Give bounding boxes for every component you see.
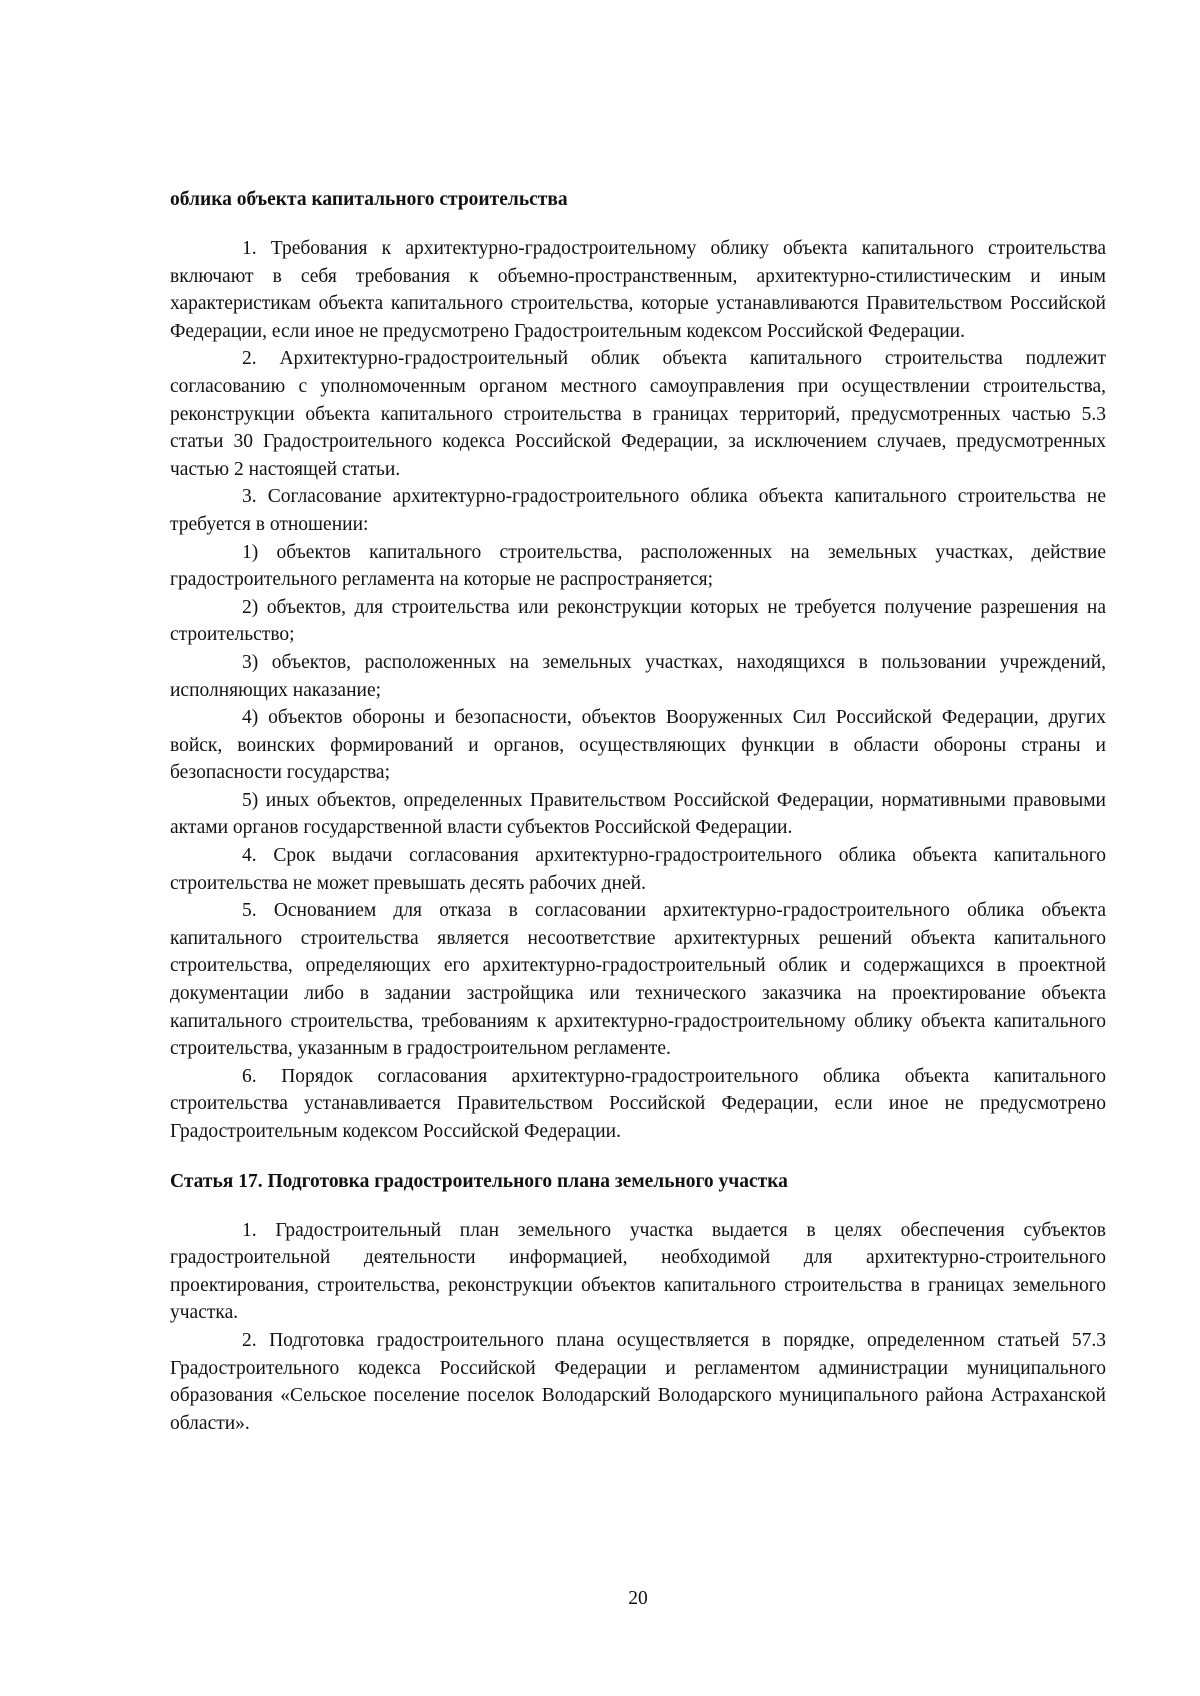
page-number: 20 [628, 1588, 648, 1609]
list-item: 3) объектов, расположенных на земельных участках, находящихся в пользовании учреждений, исполняющих наказание; [170, 651, 1106, 701]
paragraph: 2. Подготовка градостроительного плана осуществляется в порядке, определенном статьей 57.3 Градостроительного кодекса Российской Федерации и регламентом администрации муниципального образования «Сельское поселение поселок Володарский Володарского муниципального района Астраханской области». [170, 1329, 1106, 1434]
list-item: 5) иных объектов, определенных Правительством Российской Федерации, нормативными правовыми актами органов государственной власти субъектов Российской Федерации. [170, 789, 1106, 839]
section-heading-continuation: облика объекта капитального строительства [170, 189, 568, 210]
article-17-body [170, 1217, 1106, 1438]
paragraph: 1. Требования к архитектурно-градостроительному облику объекта капитального строительства включают в себя требования к объемно-пространственным, архитектурно-стилистическим и иным характеристикам объекта капитального строительства, которые устанавливаются Правительством Российской Федерации, если иное не предусмотрено Градостроительным кодексом Российской Федерации. [170, 238, 1106, 342]
list-item: 1) объектов капитального строительства, расположенных на земельных участках, действие градостроительного регламента на которые не распространяется; [170, 541, 1106, 591]
paragraph: 1. Градостроительный план земельного участка выдается в целях обеспечения субъектов градостроительной деятельности информацией, необходимой для архитектурно-строительного проектирования, строительства, реконструкции объектов капитального строительства в границах земельного участка. [170, 1219, 1106, 1324]
paragraph: 4. Срок выдачи согласования архитектурно-градостроительного облика объекта капитального строительства не может превышать десять рабочих дней. [170, 845, 1106, 894]
article-17-heading: Статья 17. Подготовка градостроительного плана земельного участка [170, 1170, 788, 1192]
list-item: 2) объектов, для строительства или реконструкции которых не требуется получение разрешения на строительство; [170, 596, 1106, 646]
paragraph: 5. Основанием для отказа в согласовании архитектурно-градостроительного облика объекта капитального строительства является несоответствие архитектурных решений объекта капитального строительства, определяющих его архитектурно-градостроительный облик и содержащихся в проектной документации либо в задании застройщика или технического заказчика на проектирование объекта капитального строительства, требованиям к архитектурно-градостроительному облику объекта капитального строительства, указанным в градостроительном регламенте. [170, 900, 1106, 1060]
section-16-body [170, 235, 1106, 1146]
document-page [170, 186, 1106, 1437]
paragraph: 6. Порядок согласования архитектурно-градостроительного облика объекта капитального строительства устанавливается Правительством Российской Федерации, если иное не предусмотрено Градостроительным кодексом Российской Федерации. [170, 1065, 1106, 1142]
list-item: 4) объектов обороны и безопасности, объектов Вооруженных Сил Российской Федерации, других войск, воинских формирований и органов, осуществляющих функции в области обороны страны и безопасности государства; [170, 707, 1106, 784]
paragraph: 2. Архитектурно-градостроительный облик объекта капитального строительства подлежит согласованию с уполномоченным органом местного самоуправления при осуществлении строительства, реконструкции объекта капитального строительства в границах территорий, предусмотренных частью 5.3 статьи 30 Градостроительного кодекса Российской Федерации, за исключением случаев, предусмотренных частью 2 настоящей статьи. [170, 348, 1106, 480]
paragraph: 3. Согласование архитектурно-градостроительного облика объекта капитального строительства не требуется в отношении: [170, 486, 1106, 535]
